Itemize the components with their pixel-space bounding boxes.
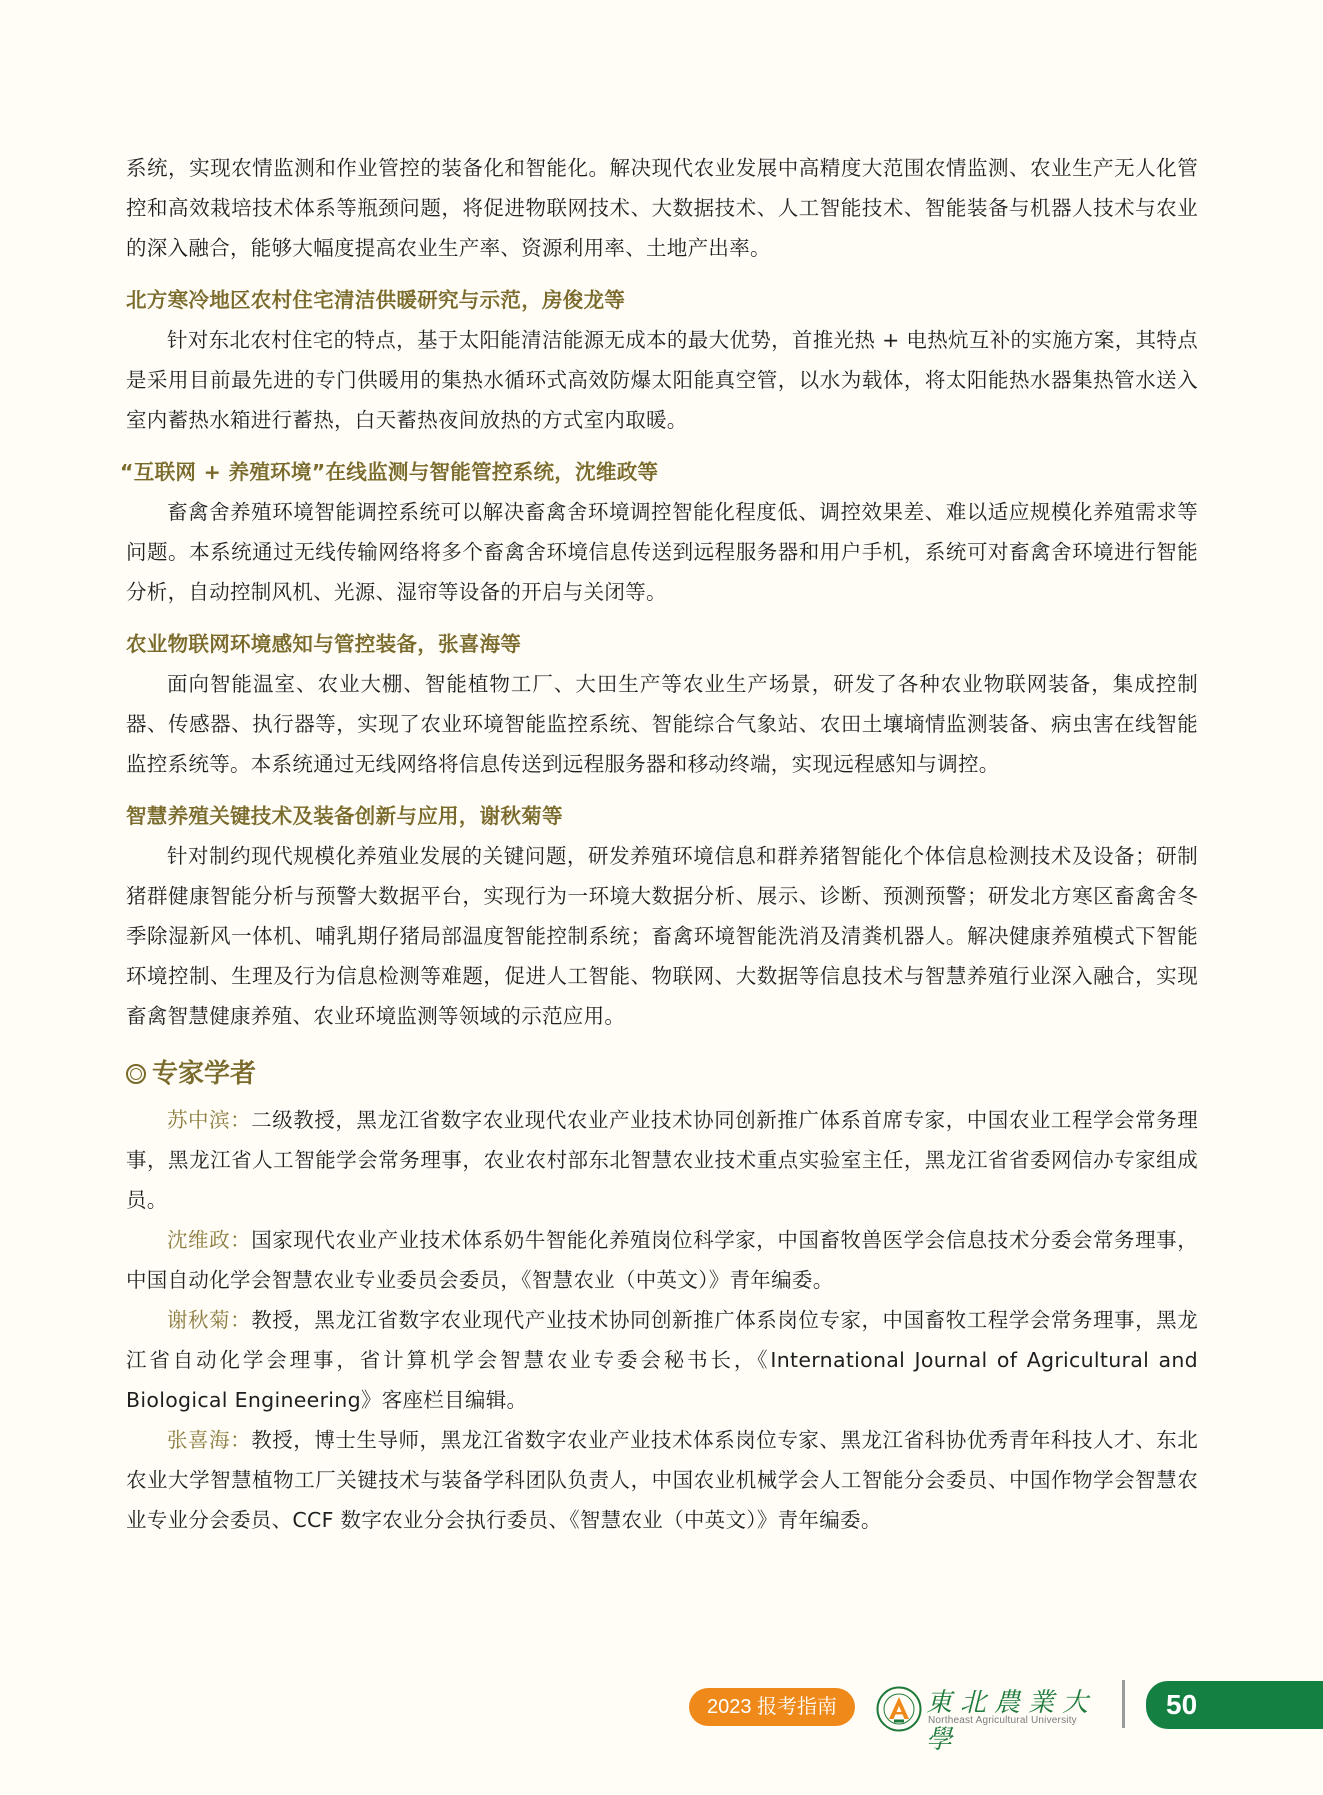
expert-entry (126, 1420, 1198, 1540)
expert-bio: 二级教授，黑龙江省数字农业现代农业产业技术协同创新推广体系首席专家，中国农业工程学会常务理事，黑龙江省人工智能学会常务理事，农业农村部东北智慧农业技术重点实验室主任，黑龙江省省委网信办专家组成员。 (126, 1108, 1198, 1212)
expert-entry (126, 1220, 1198, 1300)
project-body: 畜禽舍养殖环境智能调控系统可以解决畜禽舍环境调控智能化程度低、调控效果差、难以适应规模化养殖需求等问题。本系统通过无线传输网络将多个畜禽舍环境信息传送到远程服务器和用户手机，系统可对畜禽舍环境进行智能分析，自动控制风机、光源、湿帘等设备的开启与关闭等。 (126, 500, 1198, 604)
project-body: 针对制约现代规模化养殖业发展的关键问题，研发养殖环境信息和群养猪智能化个体信息检测技术及设备；研制猪群健康智能分析与预警大数据平台，实现行为一环境大数据分析、展示、诊断、预测预警；研发北方寒区畜禽舍冬季除湿新风一体机、哺乳期仔猪局部温度智能控制系统；畜禽环境智能洗消及清粪机器人。解决健康养殖模式下智能环境控制、生理及行为信息检测等难题，促进人工智能、物联网、大数据等信息技术与智慧养殖行业深入融合，实现畜禽智慧健康养殖、农业环境监测等领域的示范应用。 (126, 844, 1198, 1028)
project-block (126, 796, 1198, 1036)
project-block (120, 452, 1198, 612)
project-title: “互联网 + 养殖环境”在线监测与智能管控系统，沈维政等 (120, 460, 659, 484)
project-title: 农业物联网环境感知与管控装备，张喜海等 (126, 632, 522, 656)
expert-entry (126, 1100, 1198, 1220)
page-footer (0, 1684, 1323, 1755)
expert-name: 沈维政： (167, 1228, 252, 1252)
university-name-cn: 東北農業大學 (926, 1688, 1097, 1755)
expert-name: 张喜海： (167, 1428, 252, 1452)
expert-bio: 教授，博士生导师，黑龙江省数字农业产业技术体系岗位专家、黑龙江省科协优秀青年科技人才、东北农业大学智慧植物工厂关键技术与装备学科团队负责人，中国农业机械学会人工智能分会委员、中国作物学会智慧农业专业分会委员、CCF 数字农业分会执行委员、《智慧农业（中英文）》青年编委。 (126, 1428, 1198, 1532)
expert-bio: 国家现代农业产业技术体系奶牛智能化养殖岗位科学家，中国畜牧兽医学会信息技术分委会常务理事，中国自动化学会智慧农业专业委员会委员，《智慧农业（中英文）》青年编委。 (126, 1228, 1198, 1292)
project-block (126, 280, 1198, 440)
project-body: 针对东北农村住宅的特点，基于太阳能清洁能源无成本的最大优势，首推光热 + 电热炕互补的实施方案，其特点是采用目前最先进的专门供暖用的集热水循环式高效防爆太阳能真空管，以水为载体，将太阳能热水器集热管水送入室内蓄热水箱进行蓄热，白天蓄热夜间放热的方式室内取暖。 (126, 328, 1198, 432)
page-content (120, 148, 1198, 1540)
project-title: 北方寒冷地区农村住宅清洁供暖研究与示范，房俊龙等 (126, 288, 626, 312)
expert-name: 谢秋菊： (167, 1308, 252, 1332)
project-block (126, 624, 1198, 784)
expert-name: 苏中滨： (167, 1108, 252, 1132)
expert-entry (126, 1300, 1198, 1420)
university-name-en: Northeast Agricultural University (928, 1715, 1077, 1726)
university-logo (876, 1684, 1116, 1755)
project-title: 智慧养殖关键技术及装备创新与应用，谢秋菊等 (126, 804, 563, 828)
divider (1122, 1680, 1125, 1728)
guide-badge: 2023 报考指南 (689, 1688, 855, 1726)
experts-section-title (126, 1052, 1198, 1096)
project-body: 面向智能温室、农业大棚、智能植物工厂、大田生产等农业生产场景，研发了各种农业物联网装备，集成控制器、传感器、执行器等，实现了农业环境智能监控系统、智能综合气象站、农田土壤墒情监测装备、病虫害在线智能监控系统等。本系统通过无线网络将信息传送到远程服务器和移动终端，实现远程感知与调控。 (126, 672, 1198, 776)
double-circle-icon (126, 1064, 146, 1084)
intro-paragraph: 系统，实现农情监测和作业管控的装备化和智能化。解决现代农业发展中高精度大范围农情监测、农业生产无人化管控和高效栽培技术体系等瓶颈问题，将促进物联网技术、大数据技术、人工智能技术、智能装备与机器人技术与农业的深入融合，能够大幅度提高农业生产率、资源利用率、土地产出率。 (126, 156, 1198, 260)
expert-bio: 教授，黑龙江省数字农业现代产业技术协同创新推广体系岗位专家，中国畜牧工程学会常务理事，黑龙江省自动化学会理事，省计算机学会智慧农业专委会秘书长，《International Journal of Agricultural and Biological Engineering》客座栏目编辑。 (126, 1308, 1198, 1412)
page-number: 50 (1146, 1681, 1323, 1729)
section-title-text: 专家学者 (152, 1059, 257, 1089)
university-seal-icon (876, 1686, 922, 1732)
